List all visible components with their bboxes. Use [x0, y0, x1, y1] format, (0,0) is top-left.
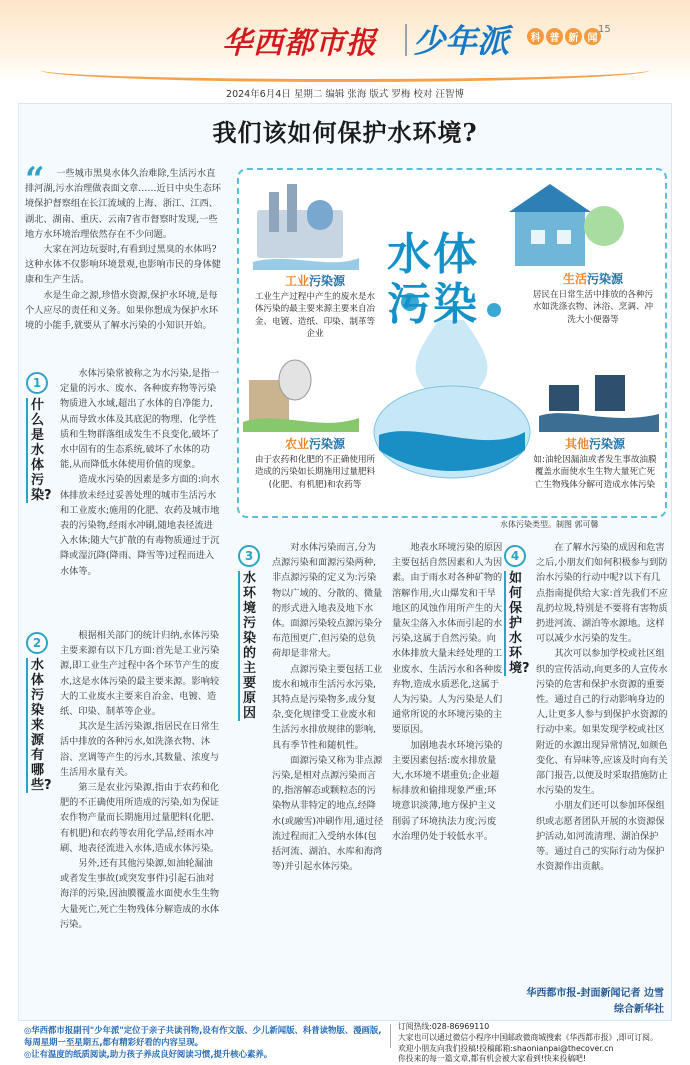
footer-promo — [24, 1024, 384, 1060]
factory-icon — [253, 184, 359, 270]
section-3-body — [272, 540, 504, 1018]
section-paragraph: 对水体污染而言,分为点源污染和面源污染两种,非点源污染的定义为:污染物以广域的、分散的、微量的形式进入地表及地下水体。面源污染较点源污染分布范围更广,但污染的总负荷却是非常大。 — [272, 542, 383, 660]
section-paragraph: 在了解水污染的成因和危害之后,小朋友们如何积极参与到防治水污染的行动中呢?以下有几点指南提供给大家:首先我们不应乱扔垃圾,特别是不要将有害物质扔进河流、湖泊等水源地。这样可以减少水污染的发生。 — [536, 542, 668, 645]
byline: 华西都市报-封面新闻记者 边雪 — [526, 988, 664, 999]
quote-icon: “ — [25, 160, 45, 200]
section-2-tag — [26, 632, 52, 793]
section-2-body — [60, 628, 220, 932]
circle-glyph: 新 — [565, 28, 582, 45]
subscription-note: 大家也可以通过微信小程序中国邮政微商城搜索《华西都市报》,即可订阅。 — [398, 1032, 658, 1042]
infographic-caption: 水体污染类型。制图 郭可馨 — [500, 520, 599, 529]
paper-name-logo: 华西都市报 — [222, 26, 377, 61]
house-icon — [509, 184, 624, 266]
source-text: 工业生产过程中产生的废水是水体污染的最主要来源主要来自冶金、电镀、造纸、印染、制革等企业 — [254, 291, 376, 339]
source-label-accent: 生活 — [562, 272, 587, 286]
footer-promo-line: ◎让有温度的纸质阅读,助力孩子养成良好阅读习惯,提升核心素养。 — [24, 1049, 273, 1059]
section-heading: 什么是水体污染? — [26, 398, 46, 503]
footer-divider — [390, 1024, 391, 1048]
section-paragraph: 点源污染主要包括工业废水和城市生活污水污染,其特点是污染物多,成分复杂,变化规律受工业废水和生活污水排放规律的影响,具有季节性和随机性。 — [272, 663, 383, 751]
source-label: 污染源 — [309, 437, 346, 451]
infographic-title-line: 污染 — [387, 279, 479, 330]
page-badge: 15 — [598, 24, 611, 35]
section-paragraph: 地表水环境污染的原因主要包括自然因素和人为因素。由于雨水对各种矿物的溶解作用,火山爆发和干旱地区的风蚀作用所产生的大量灰尘落入水体而引起的水污染,这属于自然污染。向水体排放大量未经处理的工业废水、生活污水和各种废弃物,造成水质恶化,这属于人为污染。人为污染是人们通常所说的水环境污染的主要原因。 — [392, 542, 503, 736]
section-paragraph: 另外,还有其他污染源,如油轮漏油或者发生事故(或突发事件)引起石油对海洋的污染,因油膜覆盖水面使水生生物大量死亡,死亡生物残体分解造成的水体污染。 — [60, 858, 220, 930]
section-3-tag — [238, 545, 264, 721]
section-paragraph: 水体污染常被称之为水污染,是指一定量的污水、废水、各种废弃物等污染物质进入水域,超出了水体的自净能力,从而导致水体及其底泥的物理、化学性质和生物群落组成发生不良变化,破坏了水中固有的生态系统,破坏了水体的功能,从而降低水体使用价值的现象。 — [60, 368, 220, 471]
oil-platform-icon — [539, 375, 659, 432]
domestic-source — [529, 273, 657, 326]
submission-email: 欢迎小朋友向我们投稿!投稿邮箱:shaonianpai@thecover.cn — [398, 1043, 614, 1053]
section-paragraph: 其次是生活污染源,指居民在日常生活中排放的各种污水,如洗涤衣物、沐浴、烹调等产生的污水,其数量、浓度与生活用水量有关。 — [60, 721, 220, 778]
infographic-title — [387, 230, 479, 330]
footer-promo-line: ◎华西都市报副刊"少年派"定位于亲子共读刊物,设有作文版、少儿新闻版、科普读物版、漫画版,每周星期一至星期五,都有精彩好看的内容呈现。 — [24, 1025, 382, 1047]
section-paragraph: 小朋友们还可以参加环保组织或志愿者团队开展的水资源保护活动,如河流清理、湖泊保护等。通过自己的实际行动为保护水资源作出贡献。 — [536, 800, 665, 873]
source-label-accent: 工业 — [284, 274, 309, 288]
section-1-tag — [26, 372, 52, 503]
section-paragraph: 其次可以参加学校或社区组织的宣传活动,向更多的人宣传水污染的危害和保护水资源的重要性。通过自己的行动影响身边的人,让更多人参与到保护水资源的行动中来。如果发现学校或社区附近的水源出现异常情况,如颜色变化、有异味等,应该及时向有关部门报告,以便及时采取措施防止水污染的发生。 — [536, 648, 668, 797]
section-paragraph: 造成水污染的因素是多方面的:向水体排放未经过妥善处理的城市生活污水和工业废水;施用的化肥、农药及城市地表的污染物,经雨水冲刷,随地表径流进入水体;随大气扩散的有毒物质通过于沉降或湿沉降(降雨、降雪等)过程而进入水体等。 — [60, 474, 220, 577]
intro — [25, 166, 221, 333]
source-label: 污染源 — [589, 437, 626, 451]
section-heading: 如何保护水环境? — [504, 571, 524, 676]
section-name-logo: 少年派 — [413, 22, 510, 60]
industrial-source — [253, 275, 377, 341]
byline-source: 综合新华社 — [614, 1004, 664, 1015]
page-title: 我们该如何保护水环境? — [212, 118, 478, 147]
source-text: 如:油轮因漏油或者发生事故油膜覆盖水面使水生生物大量死亡死亡生物残体分解可造成水体污染 — [533, 454, 657, 490]
masthead — [0, 0, 690, 82]
subscription-hotline: 订阅热线:028-86969110 — [398, 1022, 490, 1031]
section-paragraph: 根据相关部门的统计归纳,水体污染主要来源有以下几方面:首先是工业污染源,即工业生产过程中各个环节产生的废水,这是水体污染的最主要来源。影响较大的工业废水主要来自冶金、电镀、造纸、印染、制革等企业。 — [60, 630, 220, 718]
source-label-accent: 其他 — [564, 437, 589, 451]
source-text: 由于农药和化肥的不正确使用所造成的污染如长期施用过量肥料(化肥、有机肥)和农药等 — [254, 454, 376, 490]
intro-paragraph: 大家在河边玩耍时,有看到过黑臭的水体吗?这种水体不仅影响环境景观,也影响市民的身体健康和生产生活。 — [25, 244, 221, 286]
source-label-accent: 农业 — [284, 437, 309, 451]
source-label: 污染源 — [587, 272, 624, 286]
source-text: 居民在日常生活中排放的各种污水如洗涤衣物、沐浴、烹调、冲洗大小便器等 — [532, 289, 654, 325]
infographic-title-line: 水体 — [387, 229, 479, 280]
circle-glyphs — [527, 28, 601, 45]
other-source — [533, 438, 657, 491]
footer-contact — [398, 1022, 678, 1065]
infographic — [237, 168, 667, 518]
section-heading: 水环境污染的主要原因 — [238, 571, 258, 721]
circle-glyph: 科 — [527, 28, 544, 45]
section-paragraph: 加剧地表水环境污染的主要因素包括:废水排放量大,水环境不堪重负;企业超标排放和偷排现象严重;环境意识淡薄,地方保护主义削弱了环境执法力度;污废水治理仍处于较低水平。 — [392, 739, 503, 842]
section-number: 1 — [26, 372, 48, 394]
submission-invite: 你投来的每一篇文章,都有机会被大家看到!快来投稿吧! — [398, 1054, 587, 1064]
section-paragraph: 面源污染又称为非点源污染,是相对点源污染而言的,指溶解态或颗粒态的污染物从非特定的地点,经降水(或融雪)冲刷作用,通过径流过程而汇入受纳水体(包括河流、湖泊、水库和海湾等)并引起水体污染。 — [272, 754, 384, 873]
section-4-tag — [504, 545, 530, 676]
dateline: 2024年6月4日 星期二 编辑 张海 版式 罗梅 校对 汪智博 — [226, 89, 464, 100]
brand-divider — [405, 24, 407, 56]
source-label: 污染源 — [309, 274, 346, 288]
section-number: 3 — [238, 545, 260, 567]
intro-paragraph: 水是生命之源,珍惜水资源,保护水环境,是每个人应尽的责任和义务。如果你想成为保护水环境的小能手,就要从了解水污染的小知识开始。 — [25, 289, 218, 332]
circle-glyph: 闻 — [584, 28, 601, 45]
section-paragraph: 第三是农业污染源,指由于农药和化肥的不正确使用所造成的污染,如为保证农作物产量而长期施用过量肥料(化肥、有机肥)和农药等农用化学品,经雨水冲刷、地表径流进入水体,造成水体污染。 — [60, 782, 220, 854]
circle-glyph: 普 — [546, 28, 563, 45]
section-number: 2 — [26, 632, 48, 654]
agricultural-source — [253, 438, 377, 491]
intro-paragraph: 一些城市黑臭水体久治难除,生活污水直排河湖,污水治理做表面文章……近日中央生态环境保护督察组在长江流域的上海、浙江、江西、湖北、湖南、重庆、云南7省市督察时发现,一些地方水环境治理依然存在不少问题。 — [25, 168, 221, 240]
section-1-body — [60, 366, 220, 579]
farm-icon — [243, 360, 359, 432]
section-number: 4 — [504, 545, 526, 567]
section-heading: 水体污染来源有哪些? — [26, 658, 46, 793]
section-4-body — [536, 540, 668, 874]
